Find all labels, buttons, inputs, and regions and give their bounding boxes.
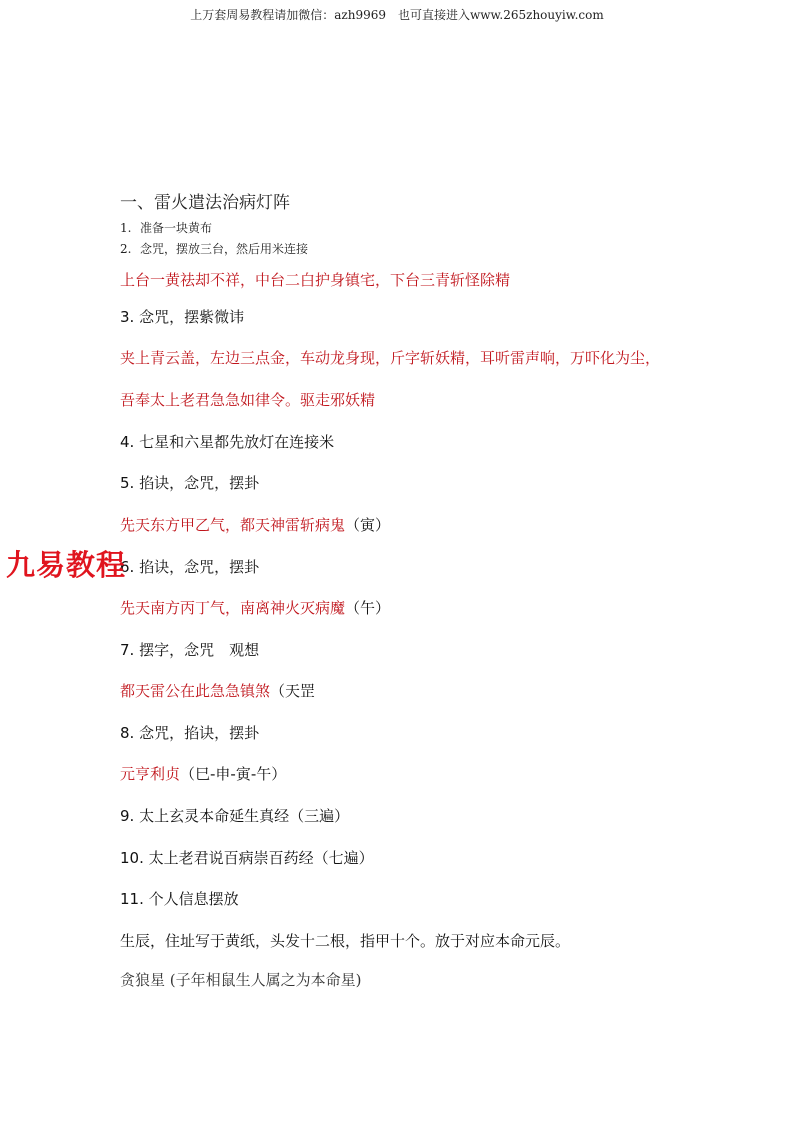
list-item	[120, 218, 212, 238]
incantation-line	[120, 515, 390, 535]
step-line: 5. 掐诀，念咒，摆卦	[120, 474, 260, 492]
step-line: 6. 掐诀，念咒，摆卦	[120, 558, 260, 576]
incantation-line	[120, 598, 390, 618]
list-item	[120, 239, 308, 259]
step-line: 8. 念咒，掐诀，摆卦	[120, 724, 260, 742]
annotation-text: （寅）	[345, 516, 391, 534]
annotation-text: （巳-申-寅-午）	[180, 765, 287, 783]
list-item-number: 1.	[120, 221, 132, 235]
section-title: 一、雷火遣法治病灯阵	[120, 193, 290, 213]
incantation-text: 先天南方丙丁气，南离神火灭病魔	[120, 599, 346, 617]
incantation-line: 夹上青云盖，左边三点金，车动龙身现，斤字斩妖精，耳听雷声响，万吓化为尘，	[120, 349, 661, 367]
step-line: 9. 太上玄灵本命延生真经（三遍）	[120, 807, 350, 825]
star-note-line: 贪狼星 (子年相鼠生人属之为本命星)	[120, 971, 362, 989]
incantation-text: 都天雷公在此急急镇煞	[120, 682, 271, 700]
incantation-line	[120, 681, 315, 701]
step-line: 10. 太上老君说百病崇百药经（七遍）	[120, 849, 374, 867]
watermark-logo: 九易教程	[6, 548, 127, 582]
list-item-number: 2.	[120, 242, 132, 256]
incantation-line	[120, 764, 286, 784]
incantation-text: 元亨利贞	[120, 765, 181, 783]
step-line: 11. 个人信息摆放	[120, 890, 239, 908]
info-line: 生辰，住址写于黄纸，头发十二根，指甲十个。放于对应本命元辰。	[120, 932, 571, 950]
incantation-line: 上台一黄祛却不祥，中台二白护身镇宅，下台三青斩怪除精	[120, 271, 511, 289]
list-item-text: 念咒，摆放三台，然后用米连接	[140, 242, 309, 256]
incantation-text: 先天东方甲乙气，都天神雷斩病鬼	[120, 516, 346, 534]
step-line: 7. 摆字，念咒 观想	[120, 641, 260, 659]
list-item-text: 准备一块黄布	[140, 221, 213, 235]
step-line: 3. 念咒，摆紫微讳	[120, 308, 245, 326]
incantation-line: 吾奉太上老君急急如律令。驱走邪妖精	[120, 391, 376, 409]
step-line: 4. 七星和六星都先放灯在连接米	[120, 433, 335, 451]
annotation-text: （午）	[345, 599, 391, 617]
annotation-text: （天罡	[270, 682, 316, 700]
page-header-notice: 上万套周易教程请加微信：azh9969 也可直接进入www.265zhouyiw.com	[190, 8, 604, 22]
